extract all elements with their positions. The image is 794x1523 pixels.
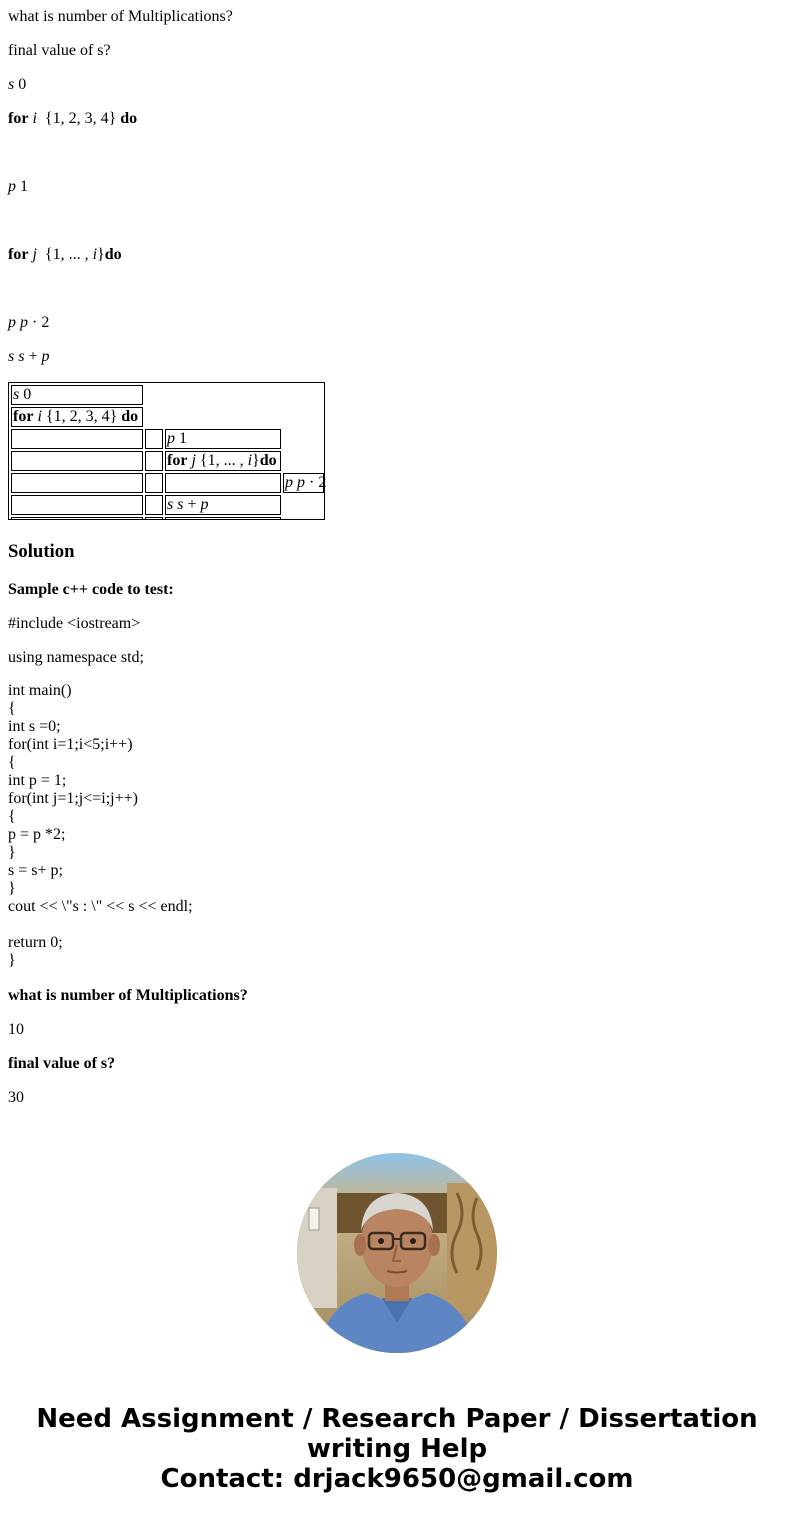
- contact-banner: [0, 1404, 794, 1494]
- person-portrait-icon: [297, 1153, 497, 1353]
- code-line: cout << \"s : \" << s << endl;: [8, 898, 193, 915]
- code-line: s = s+ p;: [8, 862, 63, 879]
- code-include: #include <iostream>: [8, 615, 141, 632]
- code-line: [8, 916, 193, 934]
- algo-line-s-init: s 0: [8, 76, 27, 93]
- table-cell-empty: [145, 451, 163, 471]
- table-cell-for-i: for i {1, 2, 3, 4} do: [11, 407, 143, 427]
- algo-line-for-j: for j {1, ... , i}do: [8, 246, 122, 263]
- table-cell-s-init: s 0: [11, 385, 143, 405]
- code-line: p = p *2;: [8, 826, 66, 843]
- table-cell-clipped: [165, 517, 281, 520]
- code-line: {: [8, 808, 16, 825]
- table-cell-empty: [145, 429, 163, 449]
- solution-heading: Solution: [8, 541, 75, 562]
- algo-line-for-i: for i {1, 2, 3, 4} do: [8, 110, 138, 127]
- code-block: [8, 682, 193, 970]
- table-cell-empty: [11, 473, 143, 493]
- table-cell-clipped: [11, 517, 143, 520]
- question-final-s: final value of s?: [8, 42, 111, 59]
- code-line: int p = 1;: [8, 772, 67, 789]
- code-line: }: [8, 844, 16, 861]
- algo-line-p-init: p 1: [8, 178, 28, 195]
- code-line: for(int j=1;j<=i;j++): [8, 790, 138, 807]
- table-cell-empty: [145, 495, 163, 515]
- table-cell-empty: [11, 495, 143, 515]
- code-line: int s =0;: [8, 718, 61, 735]
- answer-final-s-label: final value of s?: [8, 1055, 116, 1072]
- answer-multiplications-value: 10: [8, 1021, 24, 1038]
- code-line: {: [8, 700, 16, 717]
- table-cell-empty: [165, 473, 281, 493]
- table-cell-for-j: for j {1, ... , i}do: [165, 451, 281, 471]
- table-cell-empty: [11, 429, 143, 449]
- table-cell-empty: [11, 451, 143, 471]
- question-multiplications: what is number of Multiplications?: [8, 8, 233, 25]
- code-line: int main(): [8, 682, 72, 699]
- table-cell-clipped: [145, 517, 163, 520]
- banner-contact: Contact: drjack9650@gmail.com: [160, 1464, 634, 1494]
- algo-line-p-times: p p · 2: [8, 314, 50, 331]
- code-line: }: [8, 880, 16, 897]
- banner-line: Need Assignment / Research Paper / Dissertation: [36, 1404, 758, 1434]
- banner-line: writing Help: [306, 1434, 488, 1464]
- code-label: Sample c++ code to test:: [8, 581, 174, 598]
- answer-final-s-value: 30: [8, 1089, 24, 1106]
- code-using: using namespace std;: [8, 649, 144, 666]
- table-cell-p-init: p 1: [165, 429, 281, 449]
- code-line: {: [8, 754, 16, 771]
- algorithm-table: [8, 382, 325, 520]
- portrait-graphic: [297, 1153, 497, 1353]
- algo-line-s-plus: s s + p: [8, 348, 50, 365]
- table-cell-s-plus: s s + p: [165, 495, 281, 515]
- table-cell-empty: [145, 473, 163, 493]
- code-line: }: [8, 952, 16, 969]
- table-cell-p-times: p p · 2: [285, 474, 327, 491]
- code-line: for(int i=1;i<5;i++): [8, 736, 133, 753]
- answer-multiplications-label: what is number of Multiplications?: [8, 987, 248, 1004]
- code-line: return 0;: [8, 934, 63, 951]
